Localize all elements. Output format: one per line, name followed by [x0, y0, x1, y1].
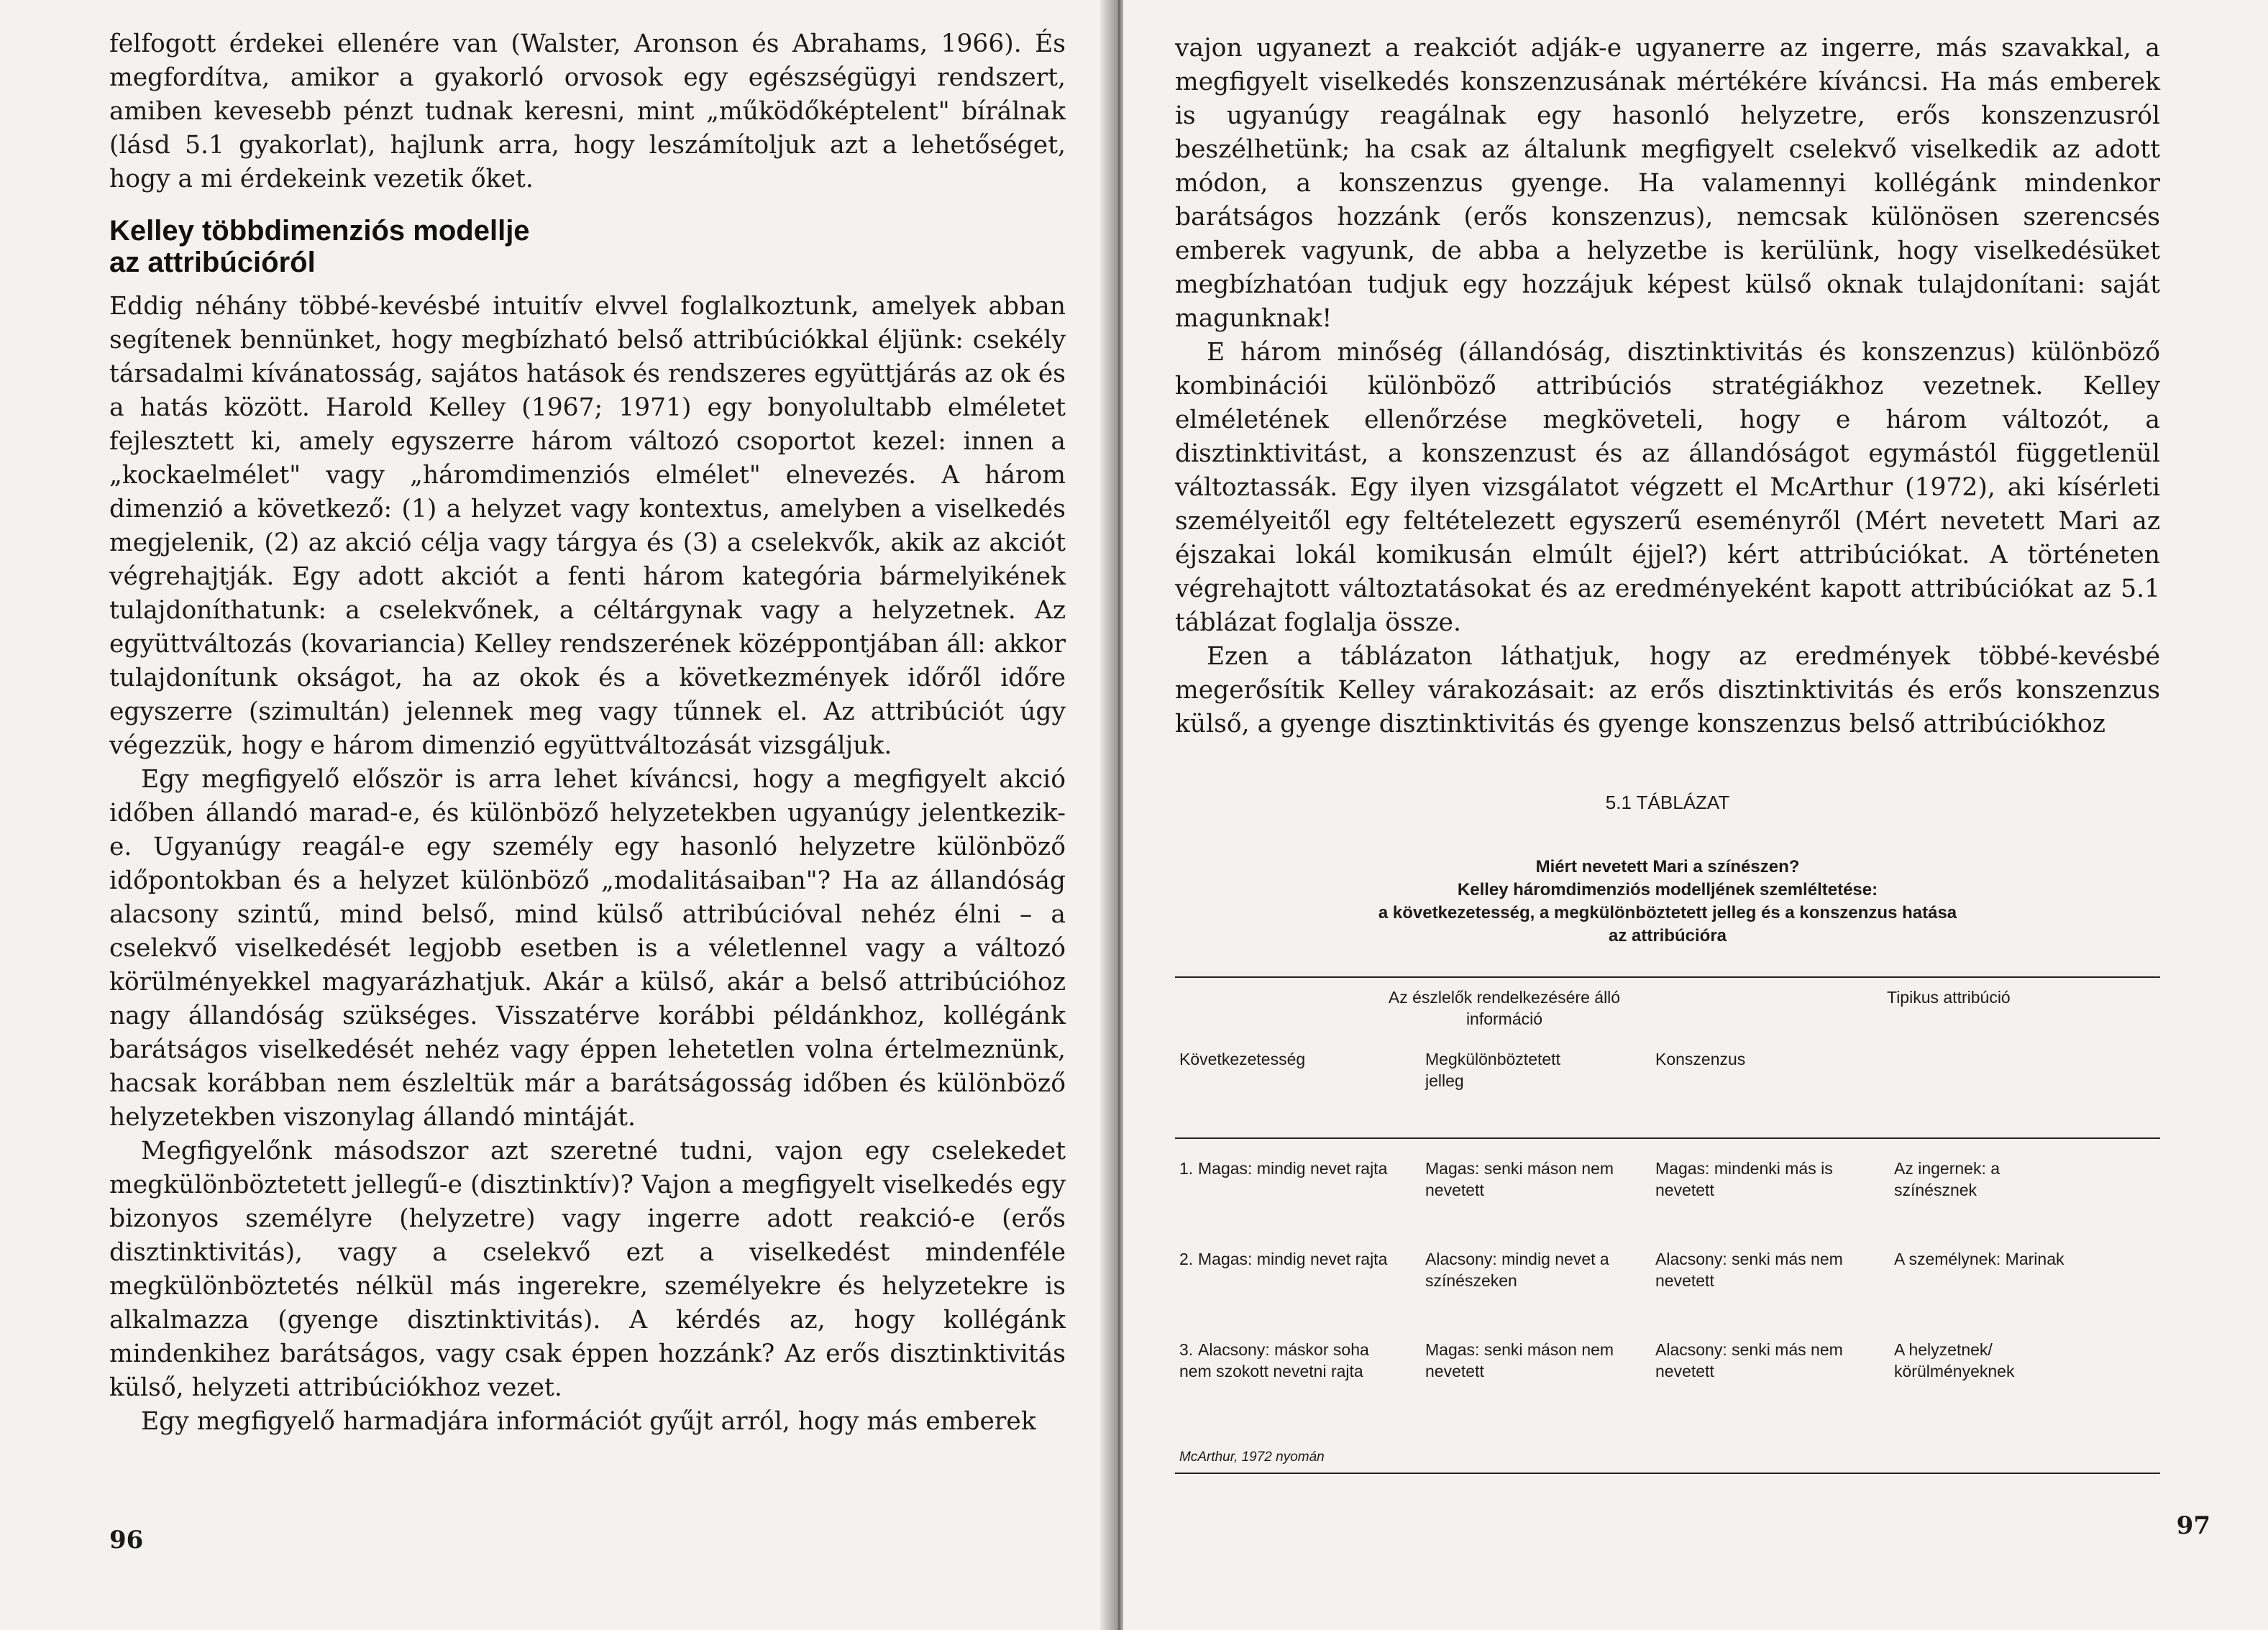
row-number: 2.: [1179, 1250, 1194, 1268]
paragraph-kelley-intro: Eddig néhány többé-kevésbé intuitív elvvel foglalkoztunk, amelyek abban segítenek bennünket, hogy megbízható belső attribúciókkal éljünk: csekély társadalmi kívánatosság, sajátos hatások és rendszeres együttjárás az ok és a hatás között. Harold Kelley (1967; 1971) egy bonyolultabb elméletet fejlesztett ki, amely egyszerre három változó csoportot kezel: innen a „kockaelmélet" vagy „háromdimenziós elmélet" elnevezés. A három dimenzió a következő: (1) a helyzet vagy kontextus, amelyben a viselkedés megjelenik, (2) az akció célja vagy tárgya és (3) a cselekvők, akik az akciót végrehajtják. Egy adott akciót a fenti három kategória bármelyikének tulajdoníthatunk: a cselekvőnek, a céltárgynak vagy a helyzetnek. Az együttváltozás (kovariancia) Kelley rendszerének középpontjában áll: akkor tulajdonítunk okságot, ha az okok és a következmények időről időre egyszerre (szimultán) jelennek meg vagy tűnnek el. Az attribúciót úgy végezzük, hogy e három dimenzió együttváltozását vizsgáljuk.: [109, 292, 1066, 760]
table-group-header: Az észlelők rendelkezésére álló információ: [1388, 988, 1621, 1028]
section-heading: [109, 215, 1066, 278]
table-col-header-distinctiveness: Megkülönböztetett jelleg: [1425, 1050, 1560, 1090]
table-title-line: az attribúcióra: [1608, 926, 1727, 946]
table-title-line: Miért nevetett Mari a színészen?: [1535, 857, 1800, 876]
table-cell: Magas: mindenki más is nevetett: [1655, 1159, 1833, 1199]
table-col-header-consensus: Konszenzus: [1655, 1050, 1746, 1068]
table-title: [1175, 856, 2160, 948]
row-number: 3.: [1179, 1340, 1194, 1359]
table-bottom-rule: [1175, 1473, 2160, 1474]
table-title-line: a következetesség, a megkülönböztetett jelleg és a konszenzus hatása: [1378, 903, 1957, 922]
cell-text: Magas: mindig nevet rajta: [1198, 1159, 1388, 1178]
heading-line-1: Kelley többdimenziós modellje: [109, 215, 530, 247]
cell-text: Magas: mindig nevet rajta: [1198, 1250, 1388, 1268]
page-number-left: 96: [109, 1526, 144, 1555]
table-5-1: [1175, 792, 2160, 1474]
paragraph-combinations: E három minőség (állandóság, disztinktivitás és konszenzus) különböző kombinációi különböző attribúciós stratégiákhoz vezetnek. Kelley elméletének ellenőrzése megköveteli, hogy e három változót, a disztinktivitást, a konszenzust és az állandóságot egymástól függetlenül változtassák. Egy ilyen vizsgálatot végzett el McArthur (1972), aki kísérleti személyeitől egy feltételezett egyszerű eseményről (Mért nevetett Mari az éjszakai lokál komikusán elmúlt éjjel?) kért attribúciókat. A történeten végrehajtott változtatásokat és az eredményeként kapott attribúciókat az 5.1 táblázat foglalja össze.: [1175, 338, 2160, 637]
table-row: [1175, 1158, 2160, 1248]
table-cell: Magas: senki máson nem nevetett: [1425, 1340, 1614, 1381]
left-column: [109, 27, 1066, 1439]
paragraph-consensus: vajon ugyanezt a reakciót adják-e ugyanerre az ingerre, más szavakkal, a megfigyelt viselkedés konszenzusának mértékére kíváncsi. Ha más emberek is ugyanúgy reagálnak egy hasonló helyzetre, erős konszenzusról beszélhetünk; ha csak az általunk megfigyelt cselekvő viselkedik az adott módon, a konszenzus gyenge. Ha valamennyi kollégánk mindenkor barátságos hozzánk (erős konszenzus), nemcsak különösen szerencsés emberek vagyunk, de abba a helyzetbe is kerülünk, hogy viselkedésüket megbízhatóan tudjuk egy hozzájuk képest külső oknak tulajdonítani: saját magunknak!: [1175, 34, 2160, 333]
table-cell: [1179, 1248, 1417, 1270]
table-number: 5.1 TÁBLÁZAT: [1605, 792, 1730, 813]
right-column: [1175, 32, 2160, 1474]
heading-line-2: az attribúcióról: [109, 247, 316, 278]
table-row: [1175, 1248, 2160, 1339]
paragraph-results: Ezen a táblázaton láthatjuk, hogy az eredmények többé-kevésbé megerősítik Kelley várakozásait: az erős disztinktivitás és erős konszenzus külső, a gyenge disztinktivitás és gyenge konszenzus belső attribúciókhoz: [1175, 642, 2160, 738]
table-cell: A személynek: Marinak: [1894, 1250, 2064, 1268]
page-number-right: 97: [2176, 1511, 2210, 1540]
table-cell: [1179, 1158, 1417, 1179]
paragraph-consistency: Egy megfigyelő először is arra lehet kíváncsi, hogy a megfigyelt akció időben állandó marad-e, és különböző helyzetekben ugyanúgy jelentkezik-e. Ugyanúgy reagál-e egy személy egy hasonló helyzetre különböző időpontokban és a helyzet különböző „modalitásaiban"? Ha az állandóság alacsony szintű, mind belső, mind külső attribúcióval nehéz élni – a cselekvő viselkedését legjobb esetben is a véletlennel vagy a változó körülményekkel magyarázhatjuk. Akár a külső, akár a belső attribúcióhoz nagy állandóság szükséges. Visszatérve korábbi példánkhoz, kollégánk barátságos viselkedését nehéz vagy éppen lehetetlen volna értelmeznünk, hacsak korábban nem észleltük már a barátságosság időben és különböző helyzetekben viszonylag állandó mintáját.: [109, 765, 1066, 1132]
table-title-line: Kelley háromdimenziós modelljének szemléltetése:: [1457, 880, 1878, 899]
table-cell: Magas: senki máson nem nevetett: [1425, 1159, 1614, 1199]
paragraph-consensus-start: Egy megfigyelő harmadjára információt gyűjt arról, hogy más emberek: [141, 1407, 1036, 1436]
table-cell: Alacsony: mindig nevet a színészeken: [1425, 1250, 1609, 1290]
table-header-rule: [1175, 1137, 2160, 1139]
table-source: McArthur, 1972 nyomán: [1179, 1450, 1325, 1465]
table-cell: [1179, 1339, 1373, 1382]
intro-paragraph: felfogott érdekei ellenére van (Walster, Aronson és Abrahams, 1966). És megfordítva, amikor a gyakorló orvosok egy egészségügyi rendszert, amiben kevesebb pénzt tudnak keresni, mint „működőképtelent" bírálnak (lásd 5.1 gyakorlat), hajlunk arra, hogy leszámítoljuk azt a lehetőséget, hogy a mi érdekeink vezetik őket.: [109, 29, 1066, 193]
table-cell: A helyzetnek/ körülményeknek: [1894, 1340, 2015, 1381]
table-col-header-attribution: Tipikus attribúció: [1887, 988, 2011, 1007]
table-cell: Az ingernek: a színésznek: [1894, 1159, 2000, 1199]
table-row: [1175, 1339, 2160, 1437]
table-header: [1175, 978, 2160, 1137]
table-cell: Alacsony: senki más nem nevetett: [1655, 1340, 1843, 1381]
row-number: 1.: [1179, 1159, 1194, 1178]
left-page: [0, 0, 1113, 1630]
cell-text: Alacsony: máskor soha nem szokott nevetni rajta: [1179, 1340, 1369, 1381]
table-col-header-consistency: Következetesség: [1179, 1050, 1306, 1068]
paragraph-distinctiveness: Megfigyelőnk másodszor azt szeretné tudni, vajon egy cselekedet megkülönböztetett jellegű-e (disztinktív)? Vajon a megfigyelt viselkedés egy bizonyos személyre (helyzetre) vagy ingerre adott reakció-e (erős disztinktivitás), vagy a cselekvő ezt a viselkedést mindenféle megkülönböztetés nélkül más ingerekre, személyekre és helyzetekre is alkalmazza (gyenge disztinktivitás). A kérdés az, hogy kollégánk mindenkihez barátságos, vagy csak éppen hozzánk? Az erős disztinktivitás külső, helyzeti attribúciókhoz vezet.: [109, 1137, 1066, 1402]
right-page: [1123, 0, 2268, 1630]
table-cell: Alacsony: senki más nem nevetett: [1655, 1250, 1843, 1290]
